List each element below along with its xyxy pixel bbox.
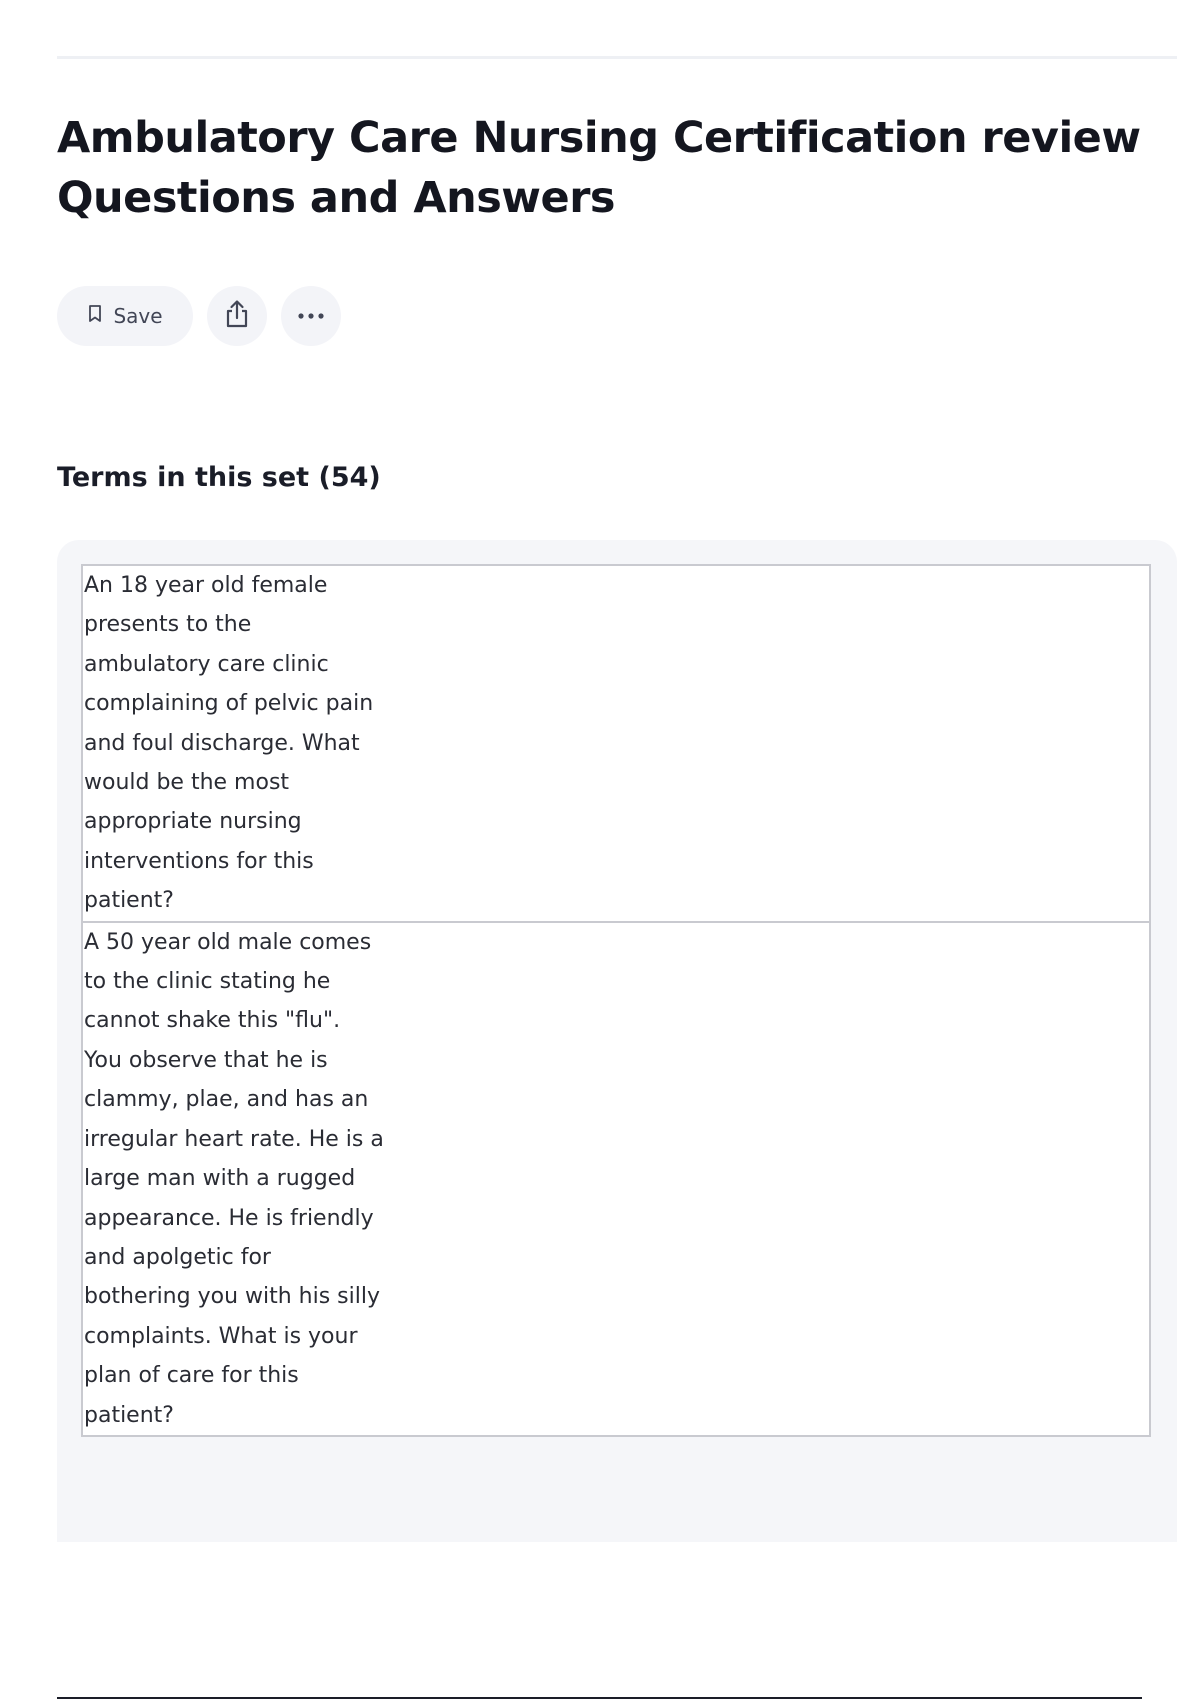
bottom-divider xyxy=(57,1697,1142,1699)
share-button[interactable] xyxy=(207,286,267,346)
term-row xyxy=(82,922,1150,1436)
terms-table xyxy=(81,564,1151,1437)
term-row xyxy=(82,565,1150,922)
more-options-button[interactable] xyxy=(281,286,341,346)
term-cell xyxy=(82,922,1150,1436)
terms-panel xyxy=(57,540,1177,1542)
more-horizontal-icon xyxy=(296,307,326,325)
bookmark-icon xyxy=(87,304,103,329)
top-divider xyxy=(57,56,1177,59)
term-text: A 50 year old male comes to the clinic stating he cannot shake this "flu". You observe that he is clammy, plae, and has an irregular heart rate. He is a large man with a rugged appearance. He is friendly and apolgetic for bothering you with his silly complaints. What is your plan of care for this patient? xyxy=(84,929,384,1428)
action-bar xyxy=(57,286,341,346)
page-title: Ambulatory Care Nursing Certification review Questions and Answers xyxy=(57,113,1141,223)
terms-heading: Terms in this set (54) xyxy=(57,462,381,493)
save-button[interactable] xyxy=(57,286,193,346)
term-text: An 18 year old female presents to the ambulatory care clinic complaining of pelvic pain and foul discharge. What would be the most appropriate nursing interventions for this patient? xyxy=(84,573,374,914)
term-cell xyxy=(82,565,1150,922)
share-icon xyxy=(223,299,251,334)
save-button-label: Save xyxy=(113,304,163,328)
